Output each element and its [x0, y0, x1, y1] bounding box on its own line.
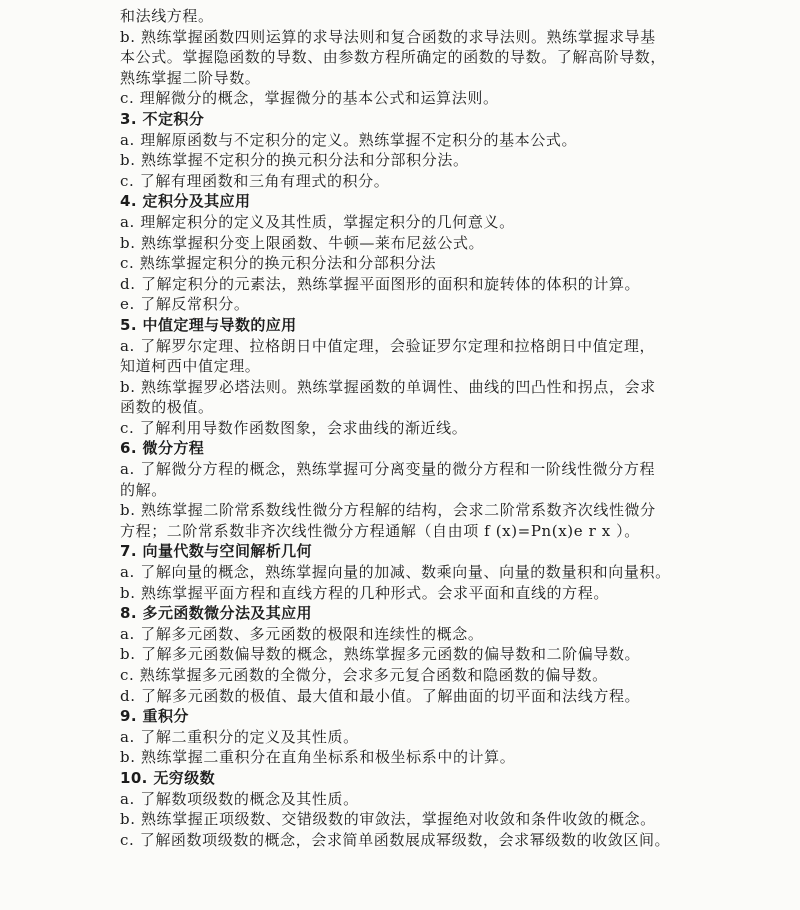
- text-line: 熟练掌握二阶导数。: [120, 68, 261, 87]
- text-line: c. 熟练掌握多元函数的全微分，会求多元复合函数和隐函数的偏导数。: [120, 666, 608, 684]
- text-line: a. 了解微分方程的概念，熟练掌握可分离变量的微分方程和一阶线性微分方程: [120, 460, 656, 479]
- section-heading: 6. 微分方程: [120, 439, 205, 458]
- text-line: 的解。: [120, 480, 167, 499]
- text-line: a. 理解定积分的定义及其性质，掌握定积分的几何意义。: [120, 212, 515, 231]
- section-heading: 10. 无穷级数: [120, 768, 215, 787]
- text-line: c. 了解利用导数作函数图象，会求曲线的渐近线。: [120, 418, 468, 437]
- section-heading: 5. 中值定理与导数的应用: [120, 315, 297, 334]
- text-line: b. 熟练掌握二阶常系数线性微分方程解的结构，会求二阶常系数齐次线性微分: [120, 501, 656, 520]
- text-line: a. 了解数项级数的概念及其性质。: [120, 789, 359, 808]
- text-line: b. 熟练掌握函数四则运算的求导法则和复合函数的求导法则。熟练掌握求导基: [120, 27, 656, 46]
- text-line: c. 了解函数项级数的概念，会求简单函数展成幂级数，会求幂级数的收敛区间。: [120, 830, 671, 849]
- text-line: a. 了解多元函数、多元函数的极限和连续性的概念。: [120, 624, 484, 643]
- text-line: b. 熟练掌握正项级数、交错级数的审敛法，掌握绝对收敛和条件收敛的概念。: [120, 810, 656, 829]
- text-line: b. 了解多元函数偏导数的概念，熟练掌握多元函数的偏导数和二阶偏导数。: [120, 645, 641, 664]
- section-heading: 9. 重积分: [120, 707, 189, 726]
- text-line: 知道柯西中值定理。: [120, 357, 261, 376]
- text-line: c. 了解有理函数和三角有理式的积分。: [120, 171, 390, 190]
- text-line: b. 熟练掌握积分变上限函数、牛顿—莱布尼兹公式。: [120, 233, 485, 252]
- section-heading: 7. 向量代数与空间解析几何: [120, 542, 312, 561]
- text-line: a. 了解向量的概念，熟练掌握向量的加减、数乘向量、向量的数量积和向量积。: [120, 563, 671, 582]
- text-line: b. 熟练掌握不定积分的换元积分法和分部积分法。: [120, 151, 469, 170]
- text-line: b. 熟练掌握罗必塔法则。熟练掌握函数的单调性、曲线的凹凸性和拐点，会求: [120, 377, 656, 396]
- text-line: a. 了解二重积分的定义及其性质。: [120, 727, 359, 746]
- text-line: c. 熟练掌握定积分的换元积分法和分部积分法: [120, 254, 437, 273]
- text-line: a. 了解罗尔定理、拉格朗日中值定理，会验证罗尔定理和拉格朗日中值定理，: [120, 336, 656, 355]
- text-line: 方程；二阶常系数非齐次线性微分方程通解（自由项 f (x)=Pn(x)e r x ）。: [120, 521, 640, 540]
- section-heading: 8. 多元函数微分法及其应用: [120, 604, 312, 623]
- text-line: d. 了解定积分的元素法，熟练掌握平面图形的面积和旋转体的体积的计算。: [120, 274, 641, 293]
- text-line: b. 熟练掌握二重积分在直角坐标系和极坐标系中的计算。: [120, 748, 516, 767]
- text-line: 和法线方程。: [120, 7, 214, 25]
- text-line: a. 理解原函数与不定积分的定义。熟练掌握不定积分的基本公式。: [120, 130, 578, 149]
- text-line: 本公式。掌握隐函数的导数、由参数方程所确定的函数的导数。了解高阶导数，: [120, 48, 667, 67]
- section-heading: 4. 定积分及其应用: [120, 192, 251, 211]
- text-line: c. 理解微分的概念，掌握微分的基本公式和运算法则。: [120, 89, 499, 108]
- text-line: b. 熟练掌握平面方程和直线方程的几种形式。会求平面和直线的方程。: [120, 583, 609, 602]
- text-line: 函数的极值。: [120, 398, 214, 417]
- text-line: e. 了解反常积分。: [120, 295, 250, 314]
- text-line: d. 了解多元函数的极值、最大值和最小值。了解曲面的切平面和法线方程。: [120, 686, 641, 705]
- section-heading: 3. 不定积分: [120, 109, 205, 128]
